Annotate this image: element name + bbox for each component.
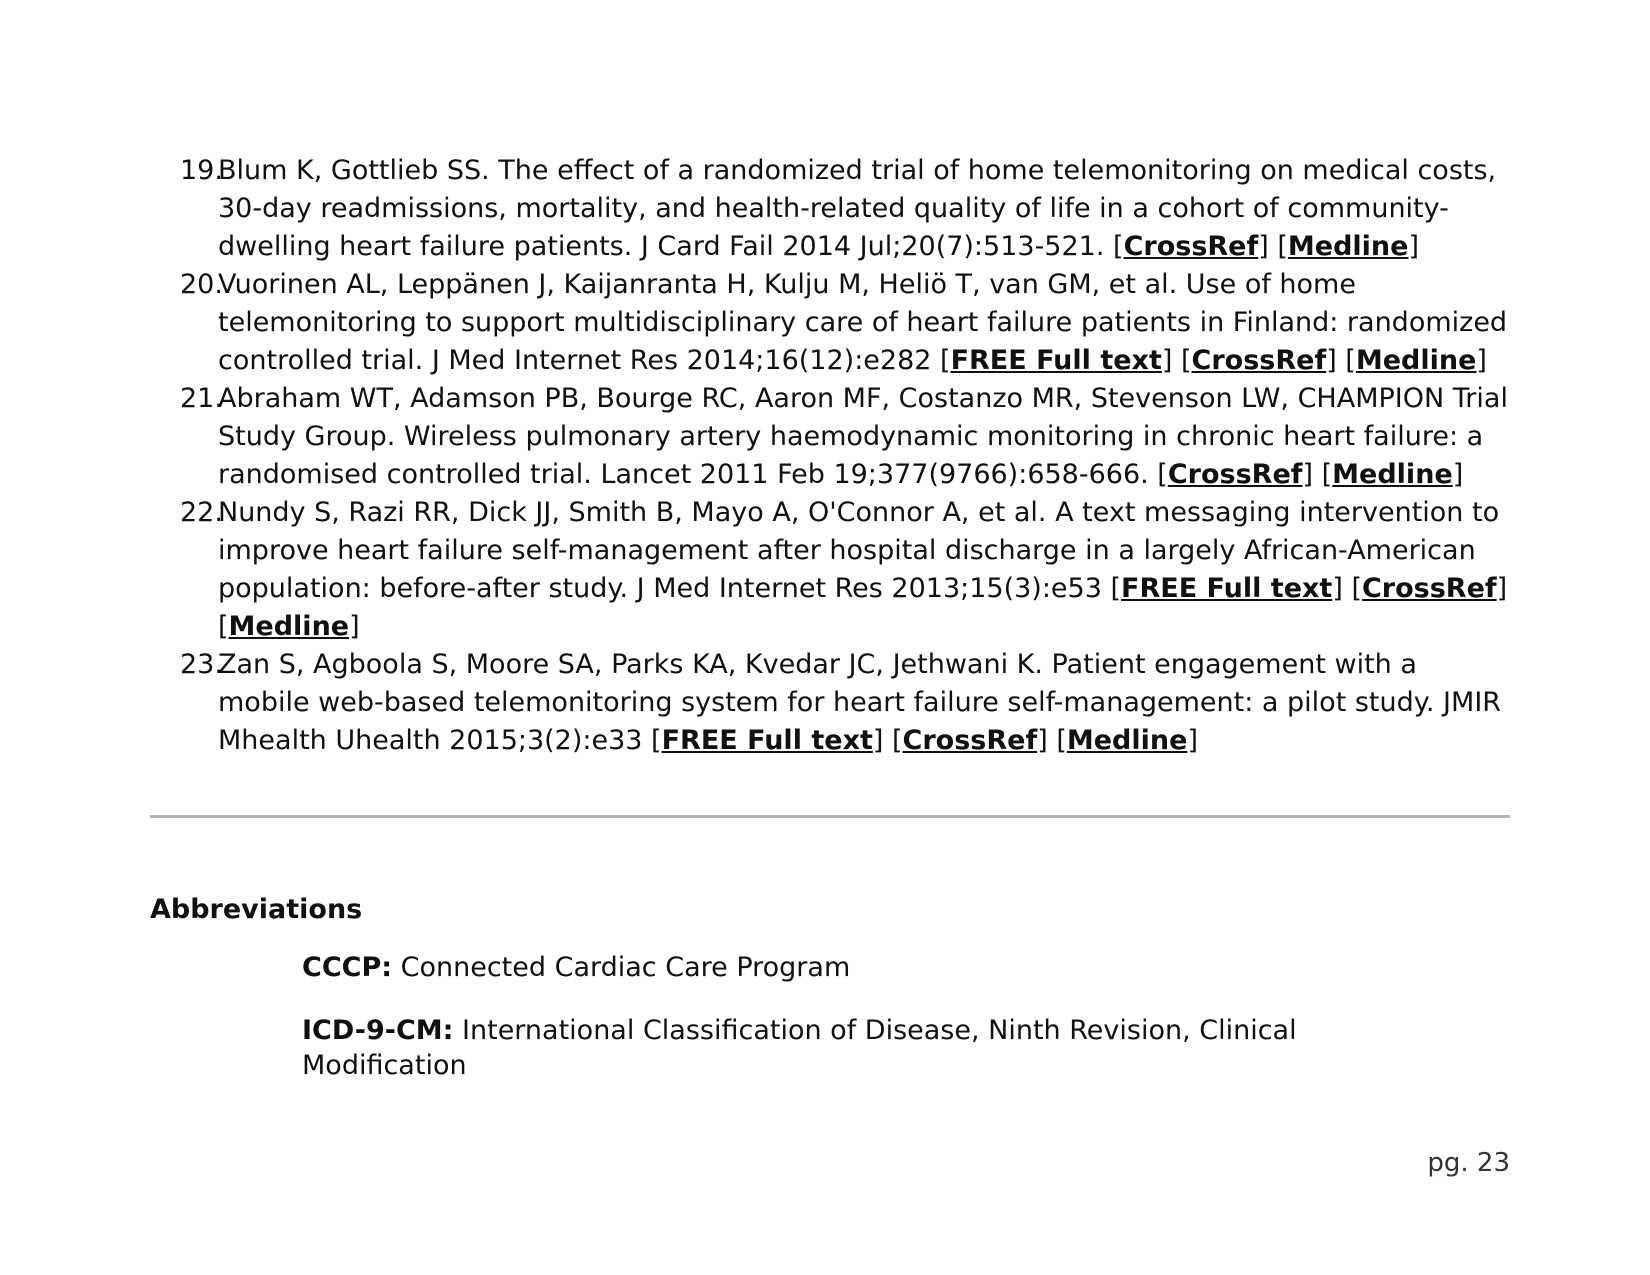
free-full-text-link[interactable]: FREE Full text	[1121, 573, 1333, 604]
abbreviations-heading: Abbreviations	[150, 894, 363, 925]
reference-list	[180, 152, 1510, 760]
medline-link[interactable]: Medline	[1287, 231, 1409, 262]
medline-link[interactable]: Medline	[228, 611, 350, 642]
crossref-link[interactable]: CrossRef	[1123, 231, 1259, 262]
crossref-link[interactable]: CrossRef	[1167, 459, 1303, 490]
section-divider	[150, 815, 1510, 818]
medline-link[interactable]: Medline	[1066, 725, 1188, 756]
page-number: pg. 23	[1427, 1148, 1510, 1178]
reference-number: 20.	[180, 269, 223, 300]
reference-number: 21.	[180, 383, 223, 414]
abbreviation-definition: International Classification of Disease, Ninth Revision, Clinical Modification	[302, 1015, 1297, 1081]
abbreviation-item	[302, 950, 1342, 985]
reference-item: 23. Zan S, Agboola S, Moore SA, Parks KA, Kvedar JC, Jethwani K. Patient engagement with a mobile web-based telemonitoring system for heart failure self-management: a pilot study. JMIR Mhealth Uhealth 2015;3(2):e33 [FREE Full text] [CrossRef] [Medline]	[180, 646, 1510, 760]
free-full-text-link[interactable]: FREE Full text	[661, 725, 873, 756]
reference-item: 22. Nundy S, Razi RR, Dick JJ, Smith B, Mayo A, O'Connor A, et al. A text messaging intervention to improve heart failure self-management after hospital discharge in a largely African-American population: before-after study. J Med Internet Res 2013;15(3):e53 [FREE Full text] [CrossRef] [Medline]	[180, 494, 1510, 646]
reference-text: Abraham WT, Adamson PB, Bourge RC, Aaron MF, Costanzo MR, Stevenson LW, CHAMPION Trial Study Group. Wireless pulmonary artery haemodynamic monitoring in chronic heart failure: a randomised controlled trial. Lancet 2011 Feb 19;377(9766):658-666.	[218, 383, 1508, 490]
reference-text: Blum K, Gottlieb SS. The effect of a randomized trial of home telemonitoring on medical costs, 30-day readmissions, mortality, and health-related quality of life in a cohort of community-dwelling heart failure patients. J Card Fail 2014 Jul;20(7):513-521.	[218, 155, 1497, 262]
reference-item: 21. Abraham WT, Adamson PB, Bourge RC, Aaron MF, Costanzo MR, Stevenson LW, CHAMPION Trial Study Group. Wireless pulmonary artery haemodynamic monitoring in chronic heart failure: a randomised controlled trial. Lancet 2011 Feb 19;377(9766):658-666. [CrossRef] [Medline]	[180, 380, 1510, 494]
abbreviation-definition: Connected Cardiac Care Program	[392, 952, 851, 983]
crossref-link[interactable]: CrossRef	[1361, 573, 1497, 604]
medline-link[interactable]: Medline	[1355, 345, 1477, 376]
reference-number: 19.	[180, 155, 223, 186]
reference-item: 20. Vuorinen AL, Leppänen J, Kaijanranta H, Kulju M, Heliö T, van GM, et al. Use of home telemonitoring to support multidisciplinary care of heart failure patients in Finland: randomized controlled trial. J Med Internet Res 2014;16(12):e282 [FREE Full text] [CrossRef] [Medline]	[180, 266, 1510, 380]
abbreviation-term: ICD-9-CM:	[302, 1015, 454, 1046]
abbreviation-term: CCCP:	[302, 952, 393, 983]
reference-text: Vuorinen AL, Leppänen J, Kaijanranta H, Kulju M, Heliö T, van GM, et al. Use of home telemonitoring to support multidisciplinary care of heart failure patients in Finland: randomized controlled trial. J Med Internet Res 2014;16(12):e282	[218, 269, 1508, 376]
medline-link[interactable]: Medline	[1332, 459, 1453, 490]
reference-item: 19. Blum K, Gottlieb SS. The effect of a randomized trial of home telemonitoring on medical costs, 30-day readmissions, mortality, and health-related quality of life in a cohort of community-dwelling heart failure patients. J Card Fail 2014 Jul;20(7):513-521. [CrossRef] [Medline]	[180, 152, 1510, 266]
reference-text: Nundy S, Razi RR, Dick JJ, Smith B, Mayo A, O'Connor A, et al. A text messaging intervention to improve heart failure self-management after hospital discharge in a largely African-American population: before-after study. J Med Internet Res 2013;15(3):e53	[218, 497, 1500, 604]
reference-text: Zan S, Agboola S, Moore SA, Parks KA, Kvedar JC, Jethwani K. Patient engagement with a mobile web-based telemonitoring system for heart failure self-management: a pilot study. JMIR Mhealth Uhealth 2015;3(2):e33	[218, 649, 1502, 756]
reference-number: 22.	[180, 497, 223, 528]
abbreviations-list	[302, 950, 1342, 1111]
abbreviation-item	[302, 1013, 1342, 1083]
free-full-text-link[interactable]: FREE Full text	[950, 345, 1162, 376]
crossref-link[interactable]: CrossRef	[1191, 345, 1327, 376]
crossref-link[interactable]: CrossRef	[902, 725, 1038, 756]
reference-number: 23.	[180, 649, 223, 680]
